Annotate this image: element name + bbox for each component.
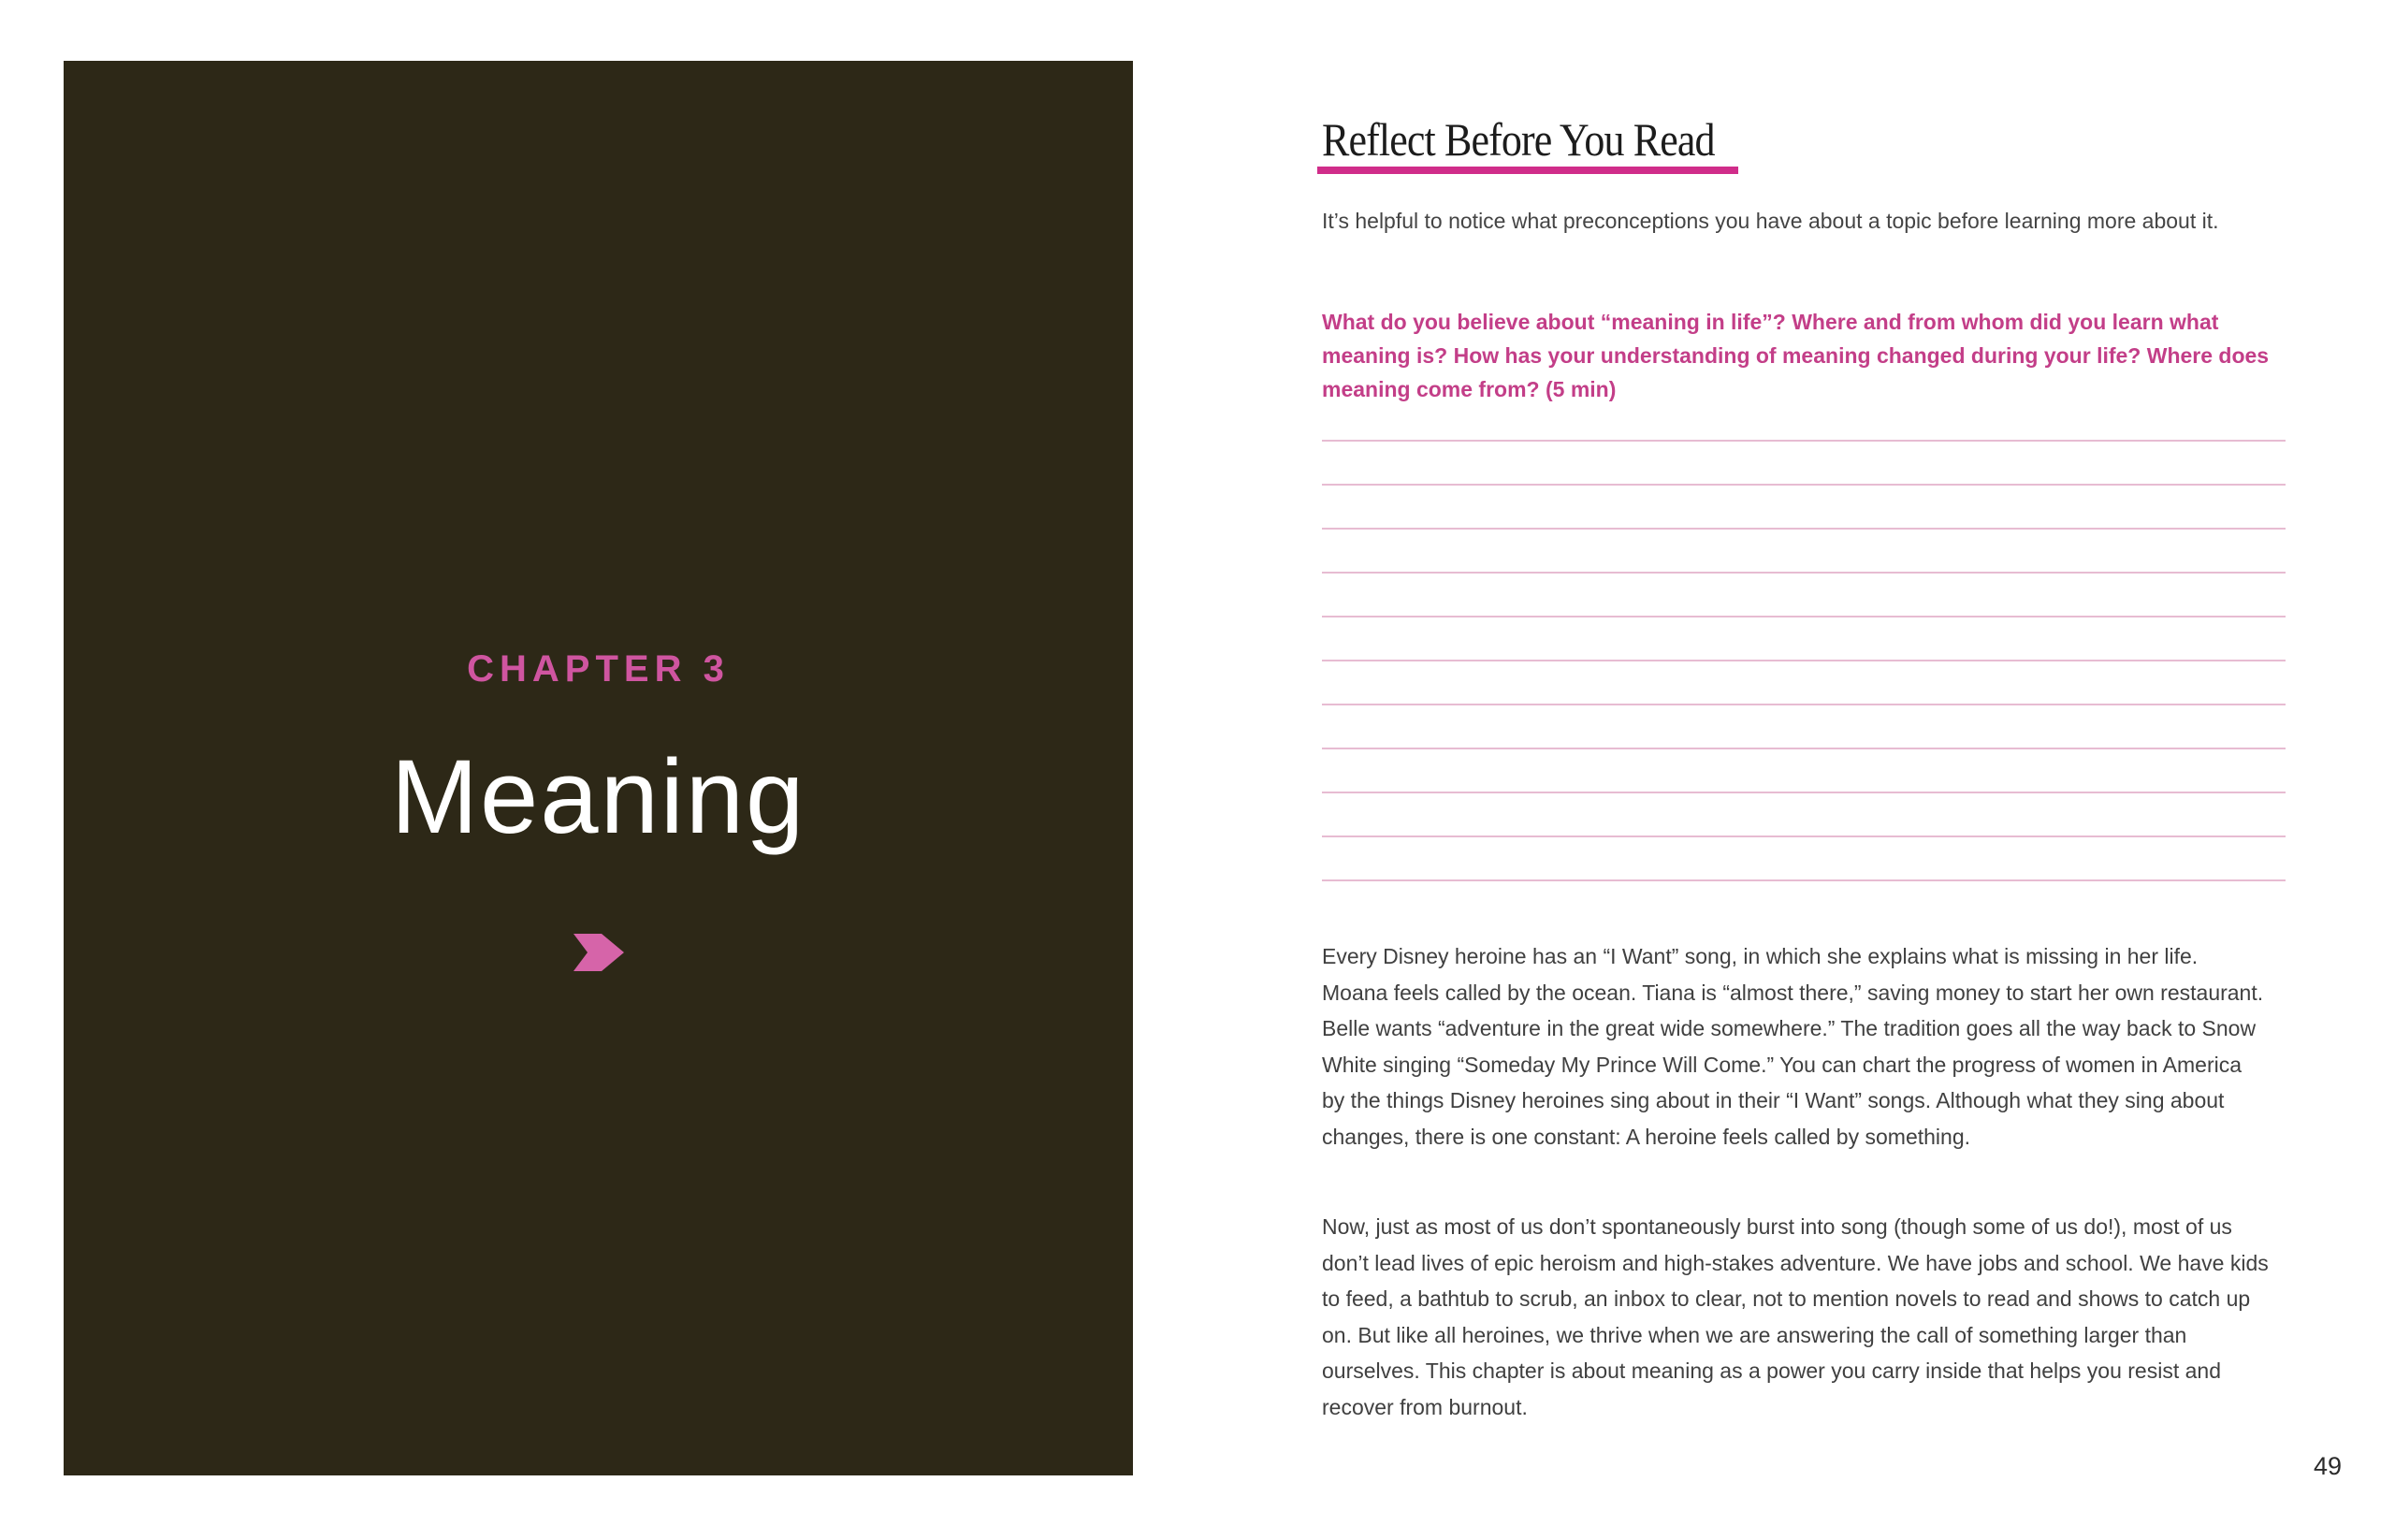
chapter-opener-panel [64, 61, 1133, 1475]
body-paragraph-2: Now, just as most of us don’t spontaneously burst into song (though some of us do!), most of us don’t lead lives of epic heroism and high-stakes adventure. We have jobs and school. We have kids to feed, a bathtub to scrub, an inbox to clear, not to mention novels to read and shows to catch up on. But like all heroines, we thrive when we are answering the call of something larger than ourselves. This chapter is about meaning as a power you carry inside that helps you resist and recover from burnout. [1322, 1214, 2269, 1419]
intro-paragraph: It’s helpful to notice what preconceptions you have about a topic before learning more about it. [1322, 209, 2219, 233]
writing-lines-area [1322, 398, 2286, 881]
reflection-prompt: What do you believe about “meaning in life”? Where and from whom did you learn what meaning is? How has your understanding of meaning changed during your life? Where does meaning come from? (5 min) [1322, 310, 2270, 401]
writing-line [1322, 793, 2286, 837]
writing-line [1322, 398, 2286, 442]
chapter-title: Meaning [390, 738, 806, 855]
section-heading-text: Reflect Before You Read [1322, 113, 1715, 166]
writing-line [1322, 705, 2286, 749]
section-heading [1322, 112, 1768, 167]
writing-line [1322, 486, 2286, 530]
writing-line [1322, 442, 2286, 486]
reflection-page [1322, 0, 2290, 1540]
writing-line [1322, 617, 2286, 661]
writing-line [1322, 837, 2286, 881]
writing-line [1322, 574, 2286, 617]
writing-line [1322, 661, 2286, 705]
chapter-number-label: CHAPTER 3 [467, 648, 730, 690]
writing-line [1322, 749, 2286, 793]
writing-line [1322, 530, 2286, 574]
body-paragraph-1: Every Disney heroine has an “I Want” song, in which she explains what is missing in her life. Moana feels called by the ocean. Tiana is “almost there,” saving money to start her own restaurant. Belle wants “adventure in the great wide somewhere.” The tradition goes all the way back to Snow White singing “Someday My Prince Will Come.” You can chart the progress of women in America by the things Disney heroines sing about in their “I Want” songs. Although what they sing about changes, there is one constant: A heroine feels called by something. [1322, 944, 2264, 1149]
heading-underline [1317, 167, 1738, 174]
chevron-right-arrow-icon [64, 934, 1133, 976]
page-number: 49 [2313, 1452, 2343, 1480]
